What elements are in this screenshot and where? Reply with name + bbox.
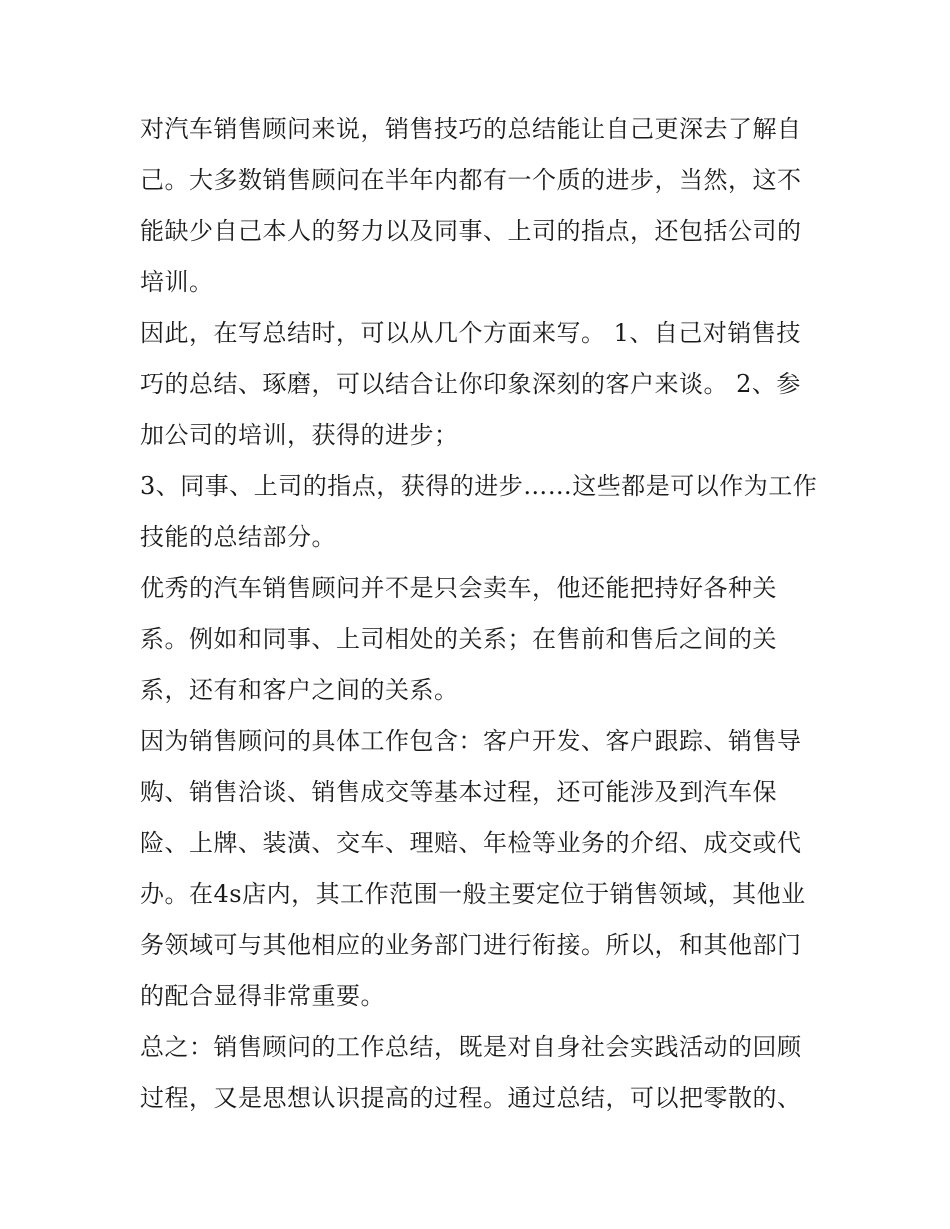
paragraph-job-scope: 因为销售顾问的具体工作包含：客户开发、客户跟踪、销售导购、销售洽谈、销售成交等基本过程，还可能涉及到汽车保险、上牌、装潢、交车、理赔、年检等业务的介绍、成交或代办。在4s店内，其工作范围一般主要定位于销售领域，其他业务领域可与其他相应的业务部门进行衔接。所以，和其他部门的配合显得非常重要。 [140, 727, 806, 1010]
paragraph-intro: 对汽车销售顾问来说，销售技巧的总结能让自己更深去了解自己。大多数销售顾问在半年内都有一个质的进步，当然，这不能缺少自己本人的努力以及同事、上司的指点，还包括公司的培训。 [140, 115, 802, 296]
paragraph-colleague-guidance: 3、同事、上司的指点，获得的进步……这些都是可以作为工作技能的总结部分。 [140, 472, 818, 551]
paragraph-relationships: 优秀的汽车销售顾问并不是只会卖车，他还能把持好各种关系。例如和同事、上司相处的关系；在售前和售后之间的关系，还有和客户之间的关系。 [140, 574, 777, 704]
paragraph-conclusion: 总之：销售顾问的工作总结，既是对自身社会实践活动的回顾过程，又是思想认识提高的过程。通过总结，可以把零散的、 [140, 1033, 802, 1112]
paragraph-writing-aspects: 因此，在写总结时，可以从几个方面来写。 1、自己对销售技巧的总结、琢磨，可以结合让你印象深刻的客户来谈。 2、参加公司的培训，获得的进步； [140, 319, 801, 449]
document-body [140, 104, 820, 1124]
